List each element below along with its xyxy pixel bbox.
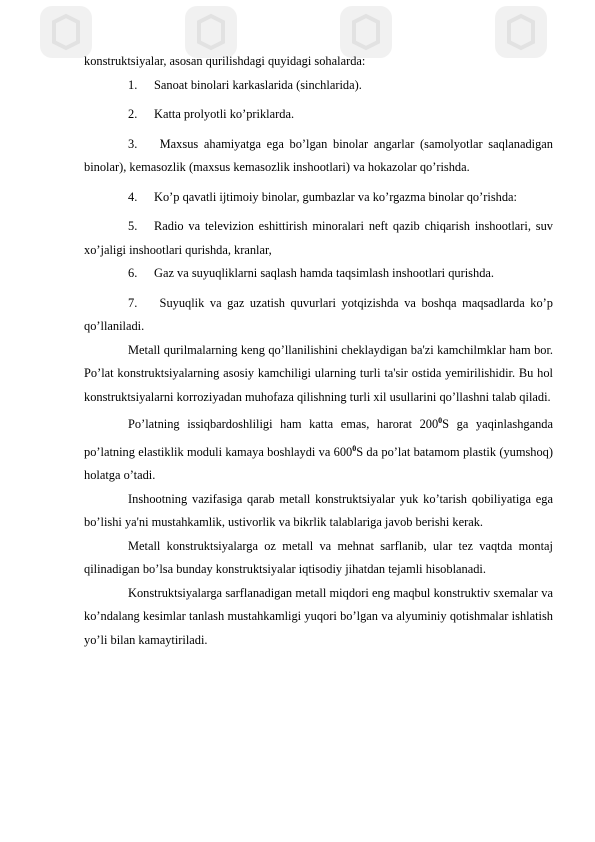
paragraph-shortcomings: Metall qurilmalarning keng qo’llanilishini cheklaydigan ba'zi kamchilmklar ham bor. Po’lat konstruktsiyalarning asosiy kamchiligi ularning turli ta'sir ostida yemirilishidir. Bu hol konstruktsiyalarni korroziyadan muhofaza qilishning turli xil usullarini qo’llashni talab qiladi. (84, 342, 553, 404)
paragraph-requirements: Inshootning vazifasiga qarab metall konstruktsiyalar yuk ko’tarish qobiliyatiga ega bo’lishi ya'ni mustahkamlik, ustivorlik va bikrlik talablariga javob berishi kerak. (84, 491, 553, 529)
list-text: Gaz va suyuqliklarni saqlash hamda taqsimlash inshootlari qurishda. (154, 266, 494, 280)
list-text: Suyuqlik va gaz uzatish quvurlari yotqizishda va boshqa maqsadlarda ko’p qo’llaniladi. (84, 295, 553, 333)
text-span: S da po’lat batamom plastik (yumshoq) holatga o’tadi. (84, 444, 554, 482)
list-number: 7. (128, 295, 138, 310)
intro-line: konstruktsiyalar, asosan qurilishdagi quyidagi sohalarda: (84, 54, 366, 68)
list-item (84, 262, 553, 286)
list-item (84, 186, 553, 210)
list-text: Maxsus ahamiyatga ega bo’lgan binolar angarlar (samolyotlar saqlanadigan binolar), kemasozlik (maxsus kemasozlik inshootlari) va hokazolar qo’rishda. (84, 136, 553, 174)
list-text: Sanoat binolari karkaslarida (sinchlarida). (154, 77, 362, 92)
list-number: 1. (128, 77, 138, 92)
list-number: 2. (128, 107, 138, 121)
list-item (84, 133, 553, 180)
paragraph-heat-resistance (84, 409, 553, 488)
list-number: 4. (128, 189, 138, 204)
list-number: 3. (128, 136, 138, 151)
list-item (84, 292, 553, 339)
paragraph-economy: Metall konstruktsiyalarga oz metall va mehnat sarflanib, ular tez vaqtda montaj qilinadigan bo’lsa bunday konstruktsiyalar iqtisodiy jihatdan tejamli hisoblanadi. (84, 538, 553, 576)
list-text: Katta prolyotli ko’priklarda. (154, 107, 295, 121)
document-body (84, 50, 553, 652)
list-item (84, 74, 553, 98)
list-item (84, 103, 553, 127)
text-span: Po’latning issiqbardoshliligi ham katta emas, harorat 200 (128, 417, 439, 431)
list-text: Radio va televizion eshittirish minoralari neft qazib chiqarish inshootlari, suv xo’jaligi inshootlari qurishda, kranlar, (84, 219, 553, 257)
list-text: Ko’p qavatli ijtimoiy binolar, gumbazlar va ko’rgazma binolar qo’rishda: (154, 189, 517, 204)
list-number: 5. (128, 219, 138, 233)
superscript: 0 (352, 443, 357, 453)
text-span: S ga yaqinlashganda po’latning elastiklik moduli kamaya boshlaydi va 600 (84, 417, 553, 459)
paragraph-metal-reduction: Konstruktsiyalarga sarflanadigan metall miqdori eng maqbul konstruktiv sxemalar va ko’ndalang kesimlar tanlash mustahkamligi yuqori bo’lgan va alyuminiy qotishmalar ishlatish yo’li bilan kamaytiriladi. (84, 585, 553, 647)
list-number: 6. (128, 266, 138, 280)
superscript: 0 (438, 416, 443, 425)
list-item (84, 215, 553, 262)
